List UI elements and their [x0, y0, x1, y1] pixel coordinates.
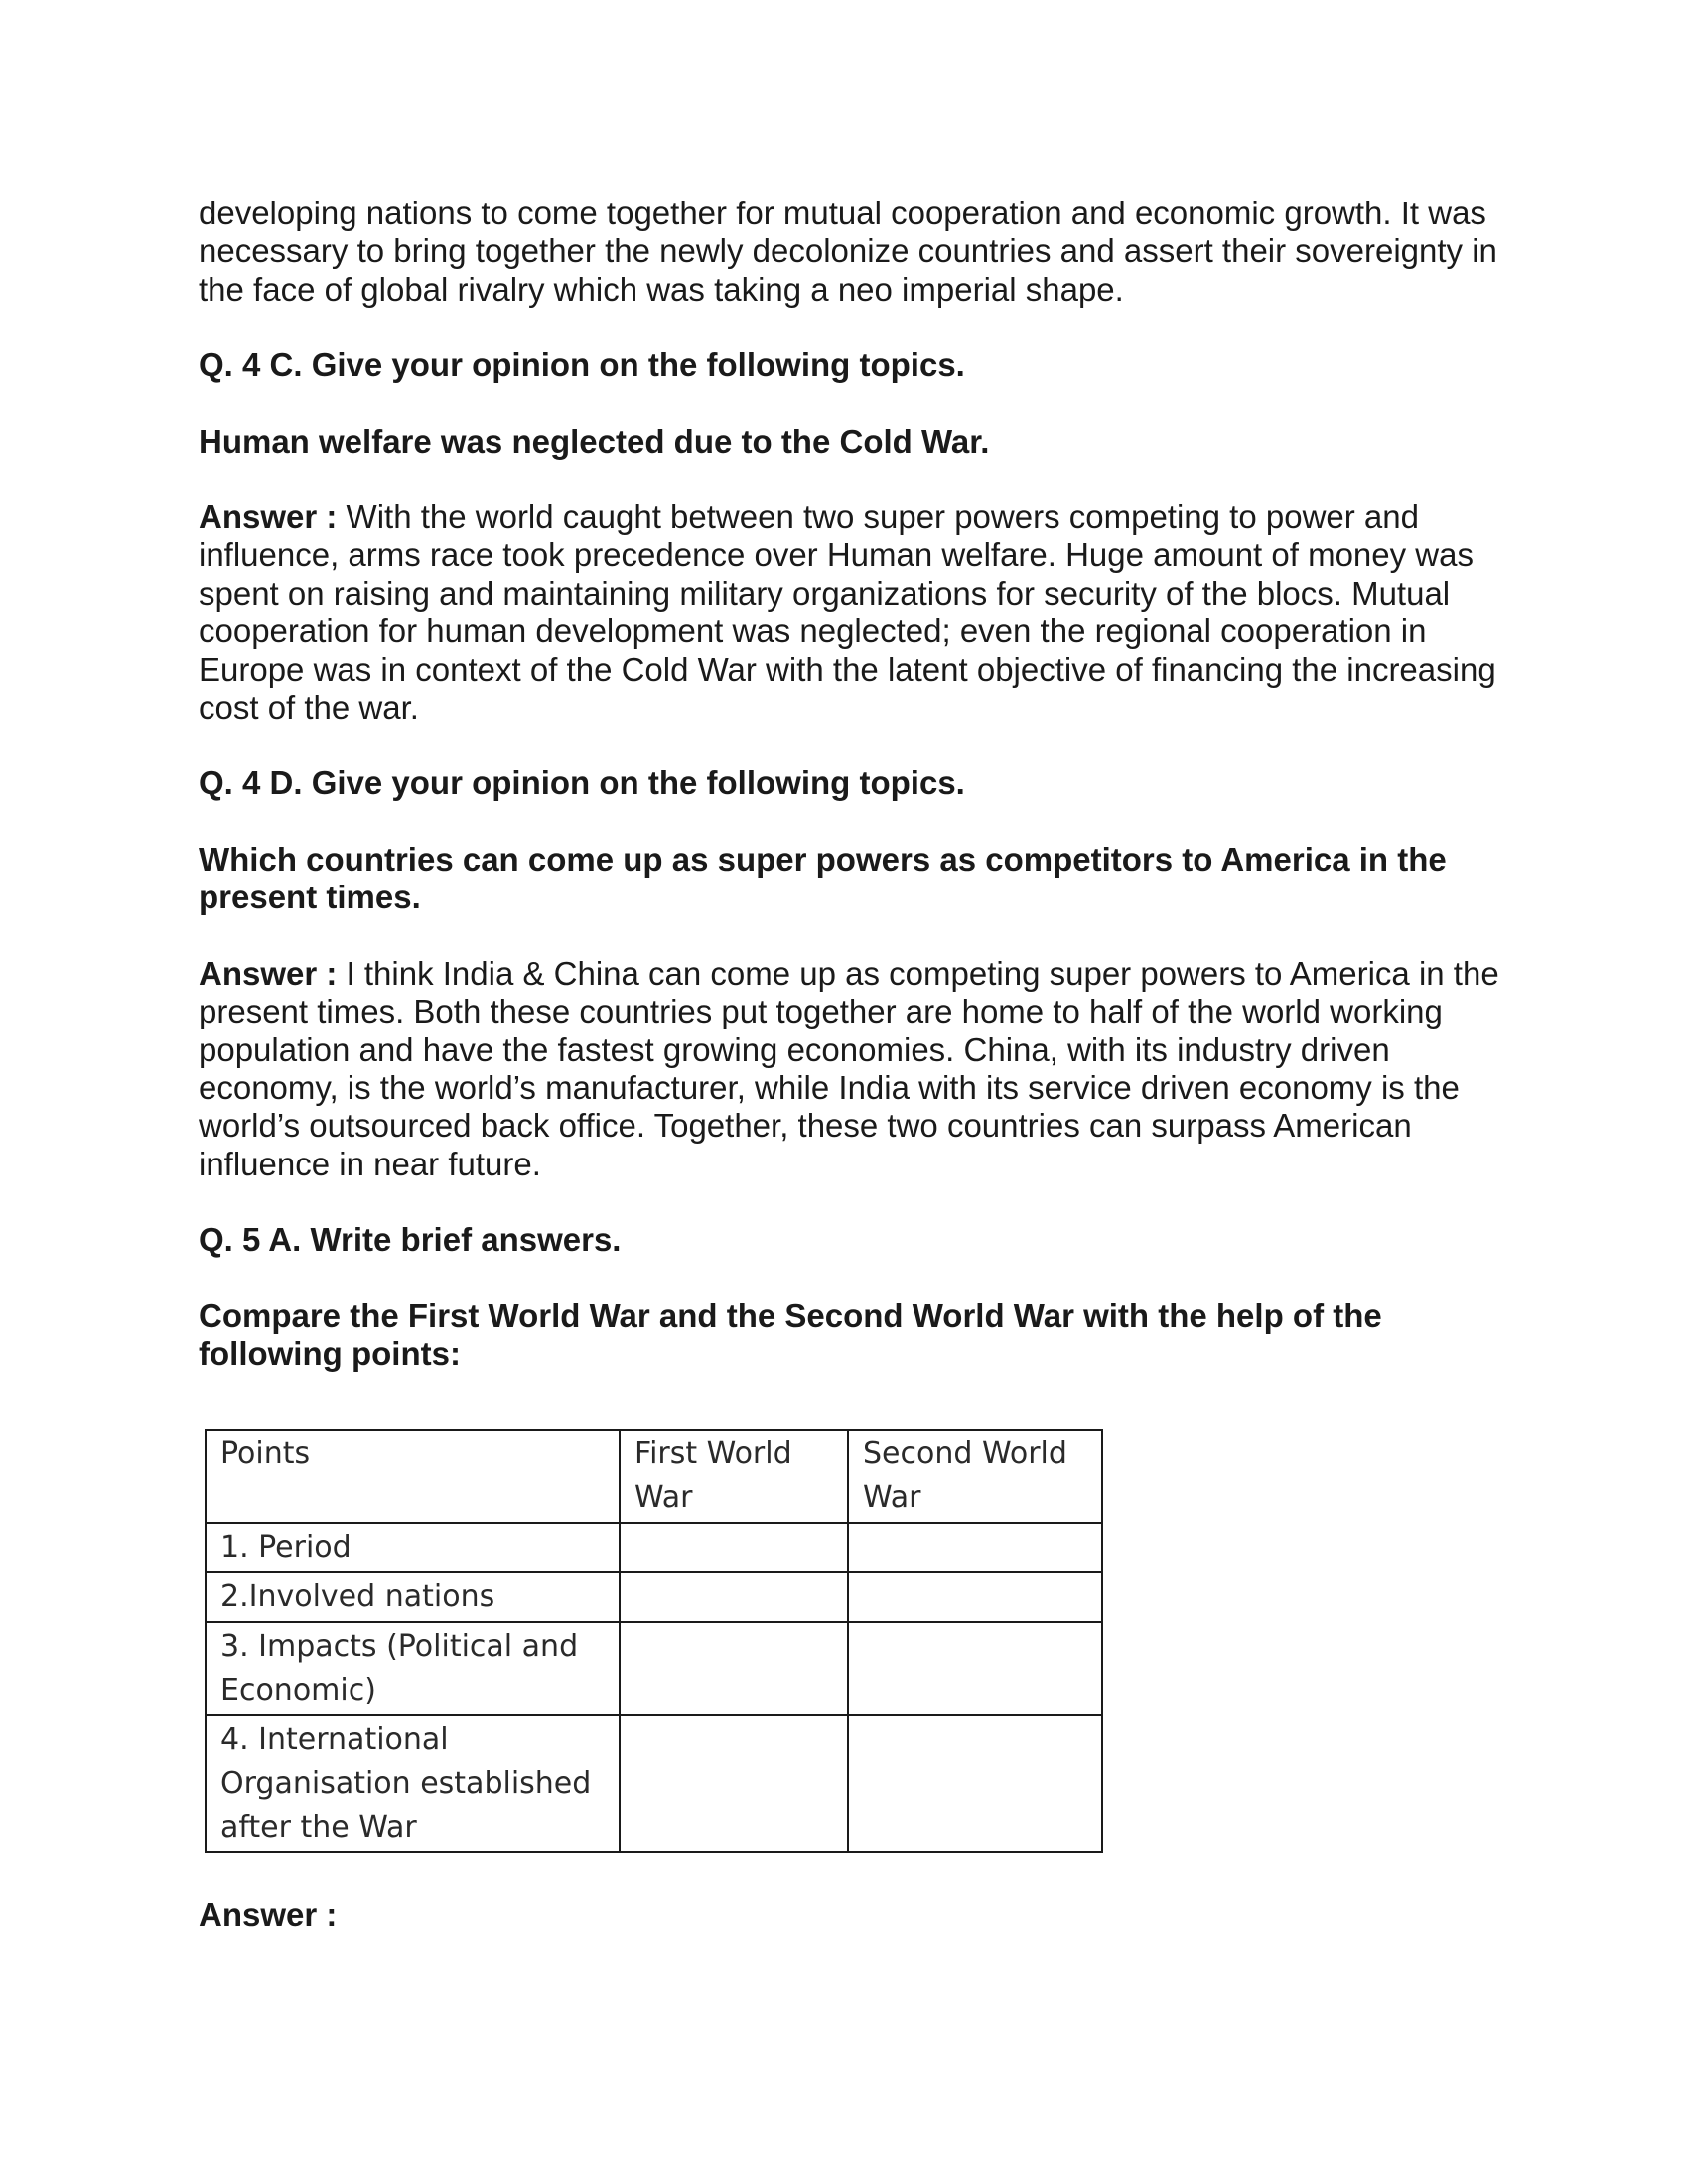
table-cell: 4. International Organisation established after the War [206, 1715, 620, 1852]
table-cell [620, 1523, 848, 1572]
table-row [206, 1622, 1102, 1715]
q4d-answer-text: I think India & China can come up as competing super powers to America in the present times. Both these countries put together are home to half of the world working population and have the fastest growing economies. China, with its industry driven economy, is the world’s manufacturer, while India with its service driven economy is the world’s outsourced back office. Together, these two countries can surpass American influence in near future. [199, 954, 1499, 1182]
q5a-topic: Compare the First World War and the Second World War with the help of the following points: [199, 1297, 1382, 1372]
table-cell [848, 1622, 1102, 1715]
q4c-topic: Human welfare was neglected due to the Cold War. [199, 422, 990, 460]
q5a-answer-label: Answer : [199, 1896, 338, 1933]
comparison-table [205, 1429, 1103, 1853]
intro-paragraph: developing nations to come together for mutual cooperation and economic growth. It was necessary to bring together the newly decolonize countries and assert their sovereignty in the face of global rivalry which was taking a neo imperial shape. [199, 195, 1497, 308]
table-cell [848, 1715, 1102, 1852]
q4d-answer [199, 955, 1509, 1183]
table-cell [848, 1523, 1102, 1572]
q4d-answer-label: Answer : [199, 954, 338, 992]
table-header-cell: Second World War [848, 1430, 1102, 1523]
q4c-answer-label: Answer : [199, 498, 338, 536]
table-cell [620, 1715, 848, 1852]
q4c-answer-text: With the world caught between two super powers competing to power and influence, arms race took precedence over Human welfare. Huge amount of money was spent on raising and maintaining military organizations for security of the blocs. Mutual cooperation for human development was neglected; even the regional cooperation in Europe was in context of the Cold War with the latent objective of financing the increasing cost of the war. [199, 498, 1496, 727]
q4d-topic: Which countries can come up as super powers as competitors to America in the present times. [199, 840, 1447, 916]
table-cell: 3. Impacts (Political and Economic) [206, 1622, 620, 1715]
table-cell: 2.Involved nations [206, 1572, 620, 1622]
table-cell: 1. Period [206, 1523, 620, 1572]
table-header-row [206, 1430, 1102, 1523]
q5a-heading: Q. 5 A. Write brief answers. [199, 1221, 622, 1259]
document-page [199, 195, 1509, 1411]
table-cell [620, 1622, 848, 1715]
table-cell [620, 1572, 848, 1622]
q4c-answer [199, 498, 1509, 727]
table-cell [848, 1572, 1102, 1622]
table-row [206, 1523, 1102, 1572]
table-row [206, 1715, 1102, 1852]
table-row [206, 1572, 1102, 1622]
q4d-heading: Q. 4 D. Give your opinion on the following topics. [199, 764, 965, 802]
table-header-cell: Points [206, 1430, 620, 1523]
table-header-cell: First World War [620, 1430, 848, 1523]
q4c-heading: Q. 4 C. Give your opinion on the following topics. [199, 346, 965, 384]
